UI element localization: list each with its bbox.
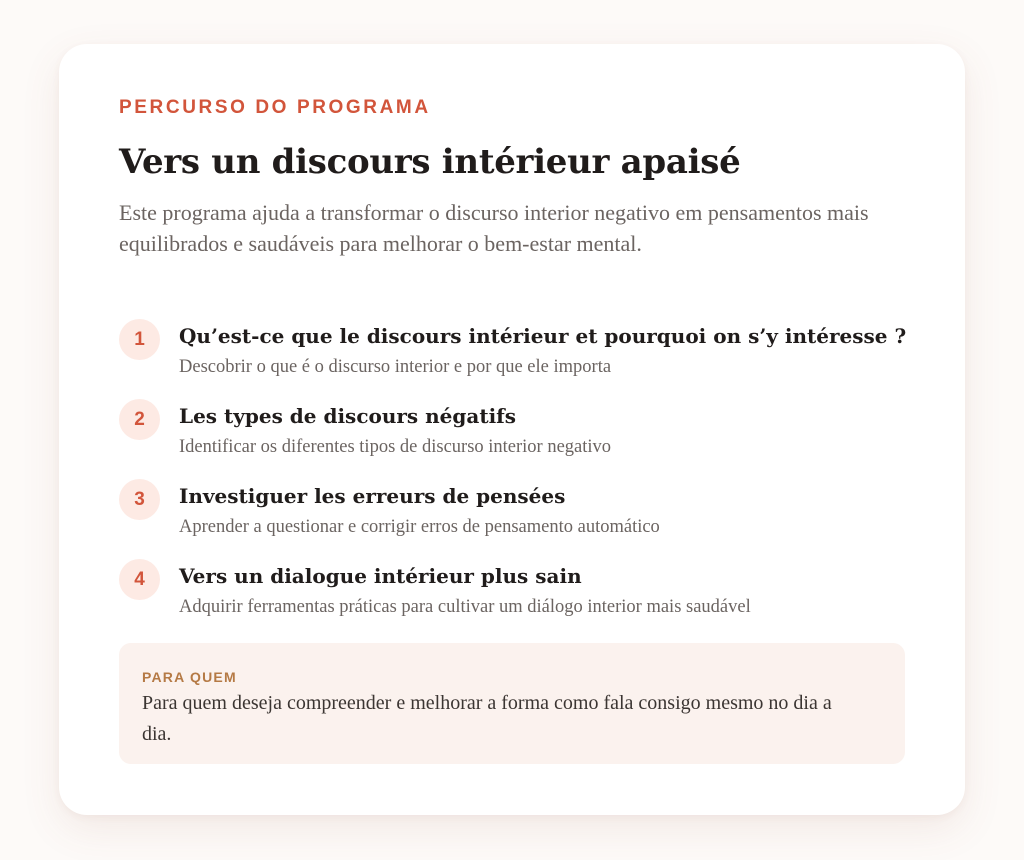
step-description: Descobrir o que é o discurso interior e por que ele importa <box>179 357 612 377</box>
step-item <box>119 399 909 479</box>
step-item <box>119 319 909 399</box>
step-number-badge: 2 <box>119 399 160 440</box>
step-title: Qu’est-ce que le discours intérieur et pourquoi on s’y intéresse ? <box>179 324 907 348</box>
step-number-badge: 4 <box>119 559 160 600</box>
step-description: Adquirir ferramentas práticas para cultivar um diálogo interior mais saudável <box>179 597 751 617</box>
step-description: Aprender a questionar e corrigir erros de pensamento automático <box>179 517 660 537</box>
program-title: Vers un discours intérieur apaisé <box>119 142 741 182</box>
program-card <box>59 44 965 815</box>
steps-list <box>119 319 909 639</box>
step-number-badge: 3 <box>119 479 160 520</box>
step-title: Vers un dialogue intérieur plus sain <box>179 564 582 588</box>
step-title: Investiguer les erreurs de pensées <box>179 484 566 508</box>
step-item <box>119 559 909 639</box>
program-intro: Este programa ajuda a transformar o discurso interior negativo em pensamentos mais equilibrados e saudáveis para melhorar o bem-estar mental. <box>119 200 869 256</box>
audience-text: Para quem deseja compreender e melhorar a forma como fala consigo mesmo no dia a dia. <box>142 692 832 745</box>
step-item <box>119 479 909 559</box>
step-number-badge: 1 <box>119 319 160 360</box>
step-title: Les types de discours négatifs <box>179 404 517 428</box>
audience-box <box>119 643 905 764</box>
section-eyebrow: PERCURSO DO PROGRAMA <box>119 97 431 118</box>
step-description: Identificar os diferentes tipos de discurso interior negativo <box>179 437 612 457</box>
audience-label: PARA QUEM <box>142 669 237 685</box>
